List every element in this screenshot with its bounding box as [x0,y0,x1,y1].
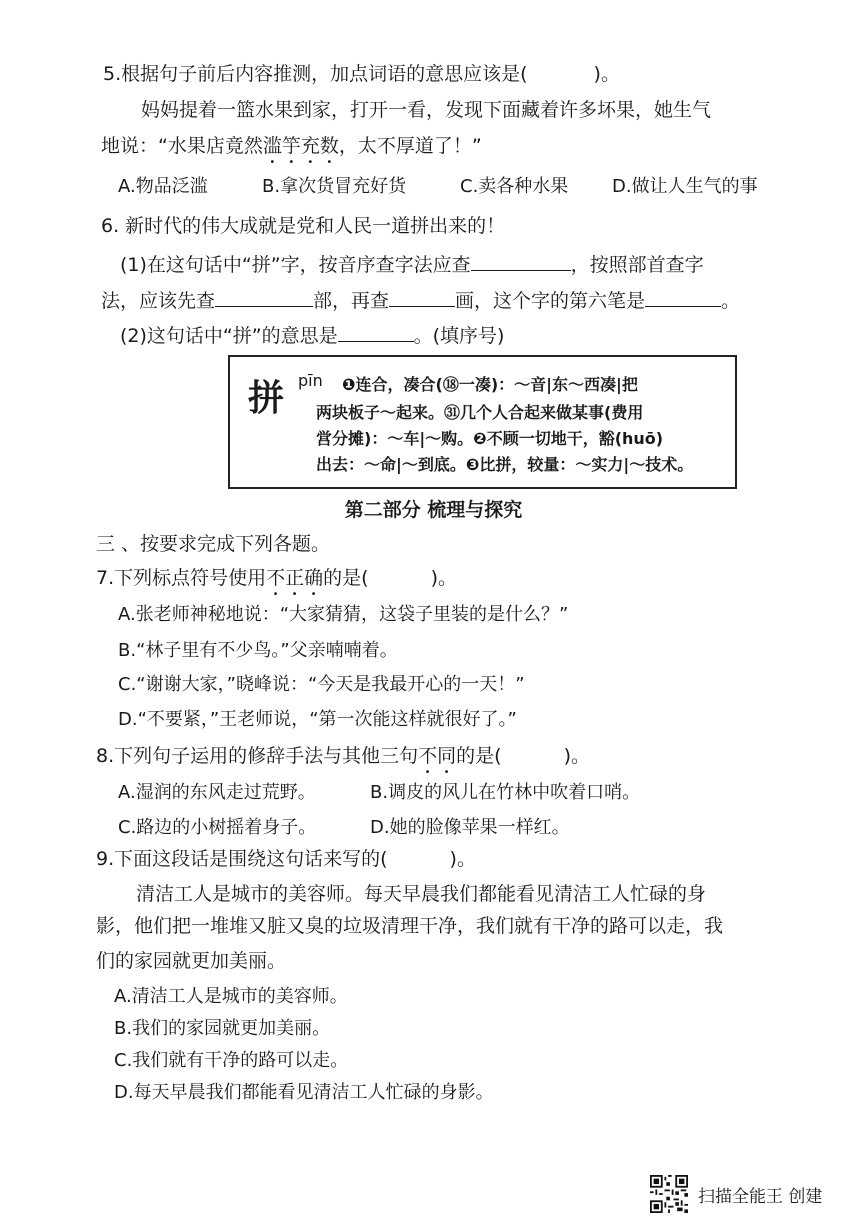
q9-option-c: C.我们就有干净的路可以走。 [114,1050,349,1071]
dictionary-character: 拼 [248,378,285,419]
dictionary-line-1: ❶连合，凑合(⑱一凑)：～音|东～西凑|把 [342,375,638,394]
q8-option-d: D.她的脸像苹果一样红。 [370,817,570,838]
q6-blank-sixth-stroke[interactable] [645,288,721,307]
q6-sub1-line2: 法，应该先查 部，再查 画，这个字的第六笔是 。 [101,290,741,312]
q6-blank-pinyin-index[interactable] [471,252,571,271]
q9-option-b: B.我们的家园就更加美丽。 [114,1018,331,1039]
q9-passage-line2: 影，他们把一堆堆又脏又臭的垃圾清理干净，我们就有干净的路可以走，我 [96,915,724,937]
q8-dotted-word: 不同 [418,745,457,767]
part2-title: 第二部分 梳理与探究 [344,499,523,521]
q6-blank-meaning[interactable] [338,323,414,342]
q8-option-a: A.湿润的东风走过荒野。 [118,782,316,803]
q9-option-a: A.清洁工人是城市的美容师。 [114,986,348,1007]
q8-option-c: C.路边的小树摇着身子。 [118,817,317,838]
q5-option-d: D.做让人生气的事 [612,176,758,197]
q5-option-c: C.卖各种水果 [460,176,569,197]
q8-stem: 8.下列句子运用的修辞手法与其他三句不同的是( )。 [96,745,590,767]
dictionary-line-3: 営分摊)：～车|～购。❷不顾一切地干，豁(huō) [316,429,664,448]
qr-code-icon [650,1175,688,1213]
q7-dotted-word: 不正确 [266,567,324,589]
q5-dotted-phrase: 滥竽充数 [262,135,339,157]
q5-option-b: B.拿次货冒充好货 [262,176,407,197]
q6-stem: 6. 新时代的伟大成就是党和人民一道拼出来的！ [101,215,506,237]
q7-option-c: C.“谢谢大家，”晓峰说：“今天是我最开心的一天！” [118,674,525,695]
section-3-heading: 三 、按要求完成下列各题。 [96,533,331,555]
dictionary-pinyin: pīn [298,371,323,390]
dictionary-entry-box [228,355,737,489]
q9-passage-line3: 们的家园就更加美丽。 [96,950,287,972]
scanner-watermark [650,1172,822,1216]
q5-option-a: A.物品泛滥 [118,176,208,197]
dictionary-line-4: 出去：～命|～到底。❸比拼，较量：～实力|～技术。 [316,455,694,474]
q7-stem: 7.下列标点符号使用不正确的是( )。 [96,567,457,589]
q9-option-d: D.每天早晨我们都能看见清洁工人忙碌的身影。 [114,1082,494,1103]
q8-option-b: B.调皮的风儿在竹林中吹着口哨。 [370,782,641,803]
q5-stem: 5.根据句子前后内容推测，加点词语的意思应该是( )。 [103,63,620,85]
q7-option-b: B.“林子里有不少鸟。”父亲喃喃着。 [118,640,398,661]
q5-passage-line1: 妈妈提着一篮水果到家，打开一看，发现下面藏着许多坏果，她生气 [141,99,712,121]
dictionary-line-2: 两块板子～起来。㉛几个人合起来做某事(费用 [316,403,644,422]
q9-stem: 9.下面这段话是围绕这句话来写的( )。 [96,848,476,870]
q5-passage-line2: 地说：“水果店竟然滥竽充数，太不厚道了！” [101,135,482,157]
q7-option-a: A.张老师神秘地说：“大家猜猜，这袋子里装的是什么？” [118,604,569,625]
q7-option-d: D.“不要紧，”王老师说，“第一次能这样就很好了。” [118,709,517,730]
q6-blank-strokes[interactable] [389,288,455,307]
q6-blank-radical[interactable] [215,288,313,307]
q6-sub1-line1: (1)在这句话中“拼”字，按音序查字法应查 ，按照部首查字 [120,254,704,276]
watermark-label: 扫描全能王 创建 [698,1186,823,1207]
q6-sub2: (2)这句话中“拼”的意思是 。(填序号) [120,325,505,347]
q9-passage-line1: 清洁工人是城市的美容师。每天早晨我们都能看见清洁工人忙碌的身 [136,883,707,905]
